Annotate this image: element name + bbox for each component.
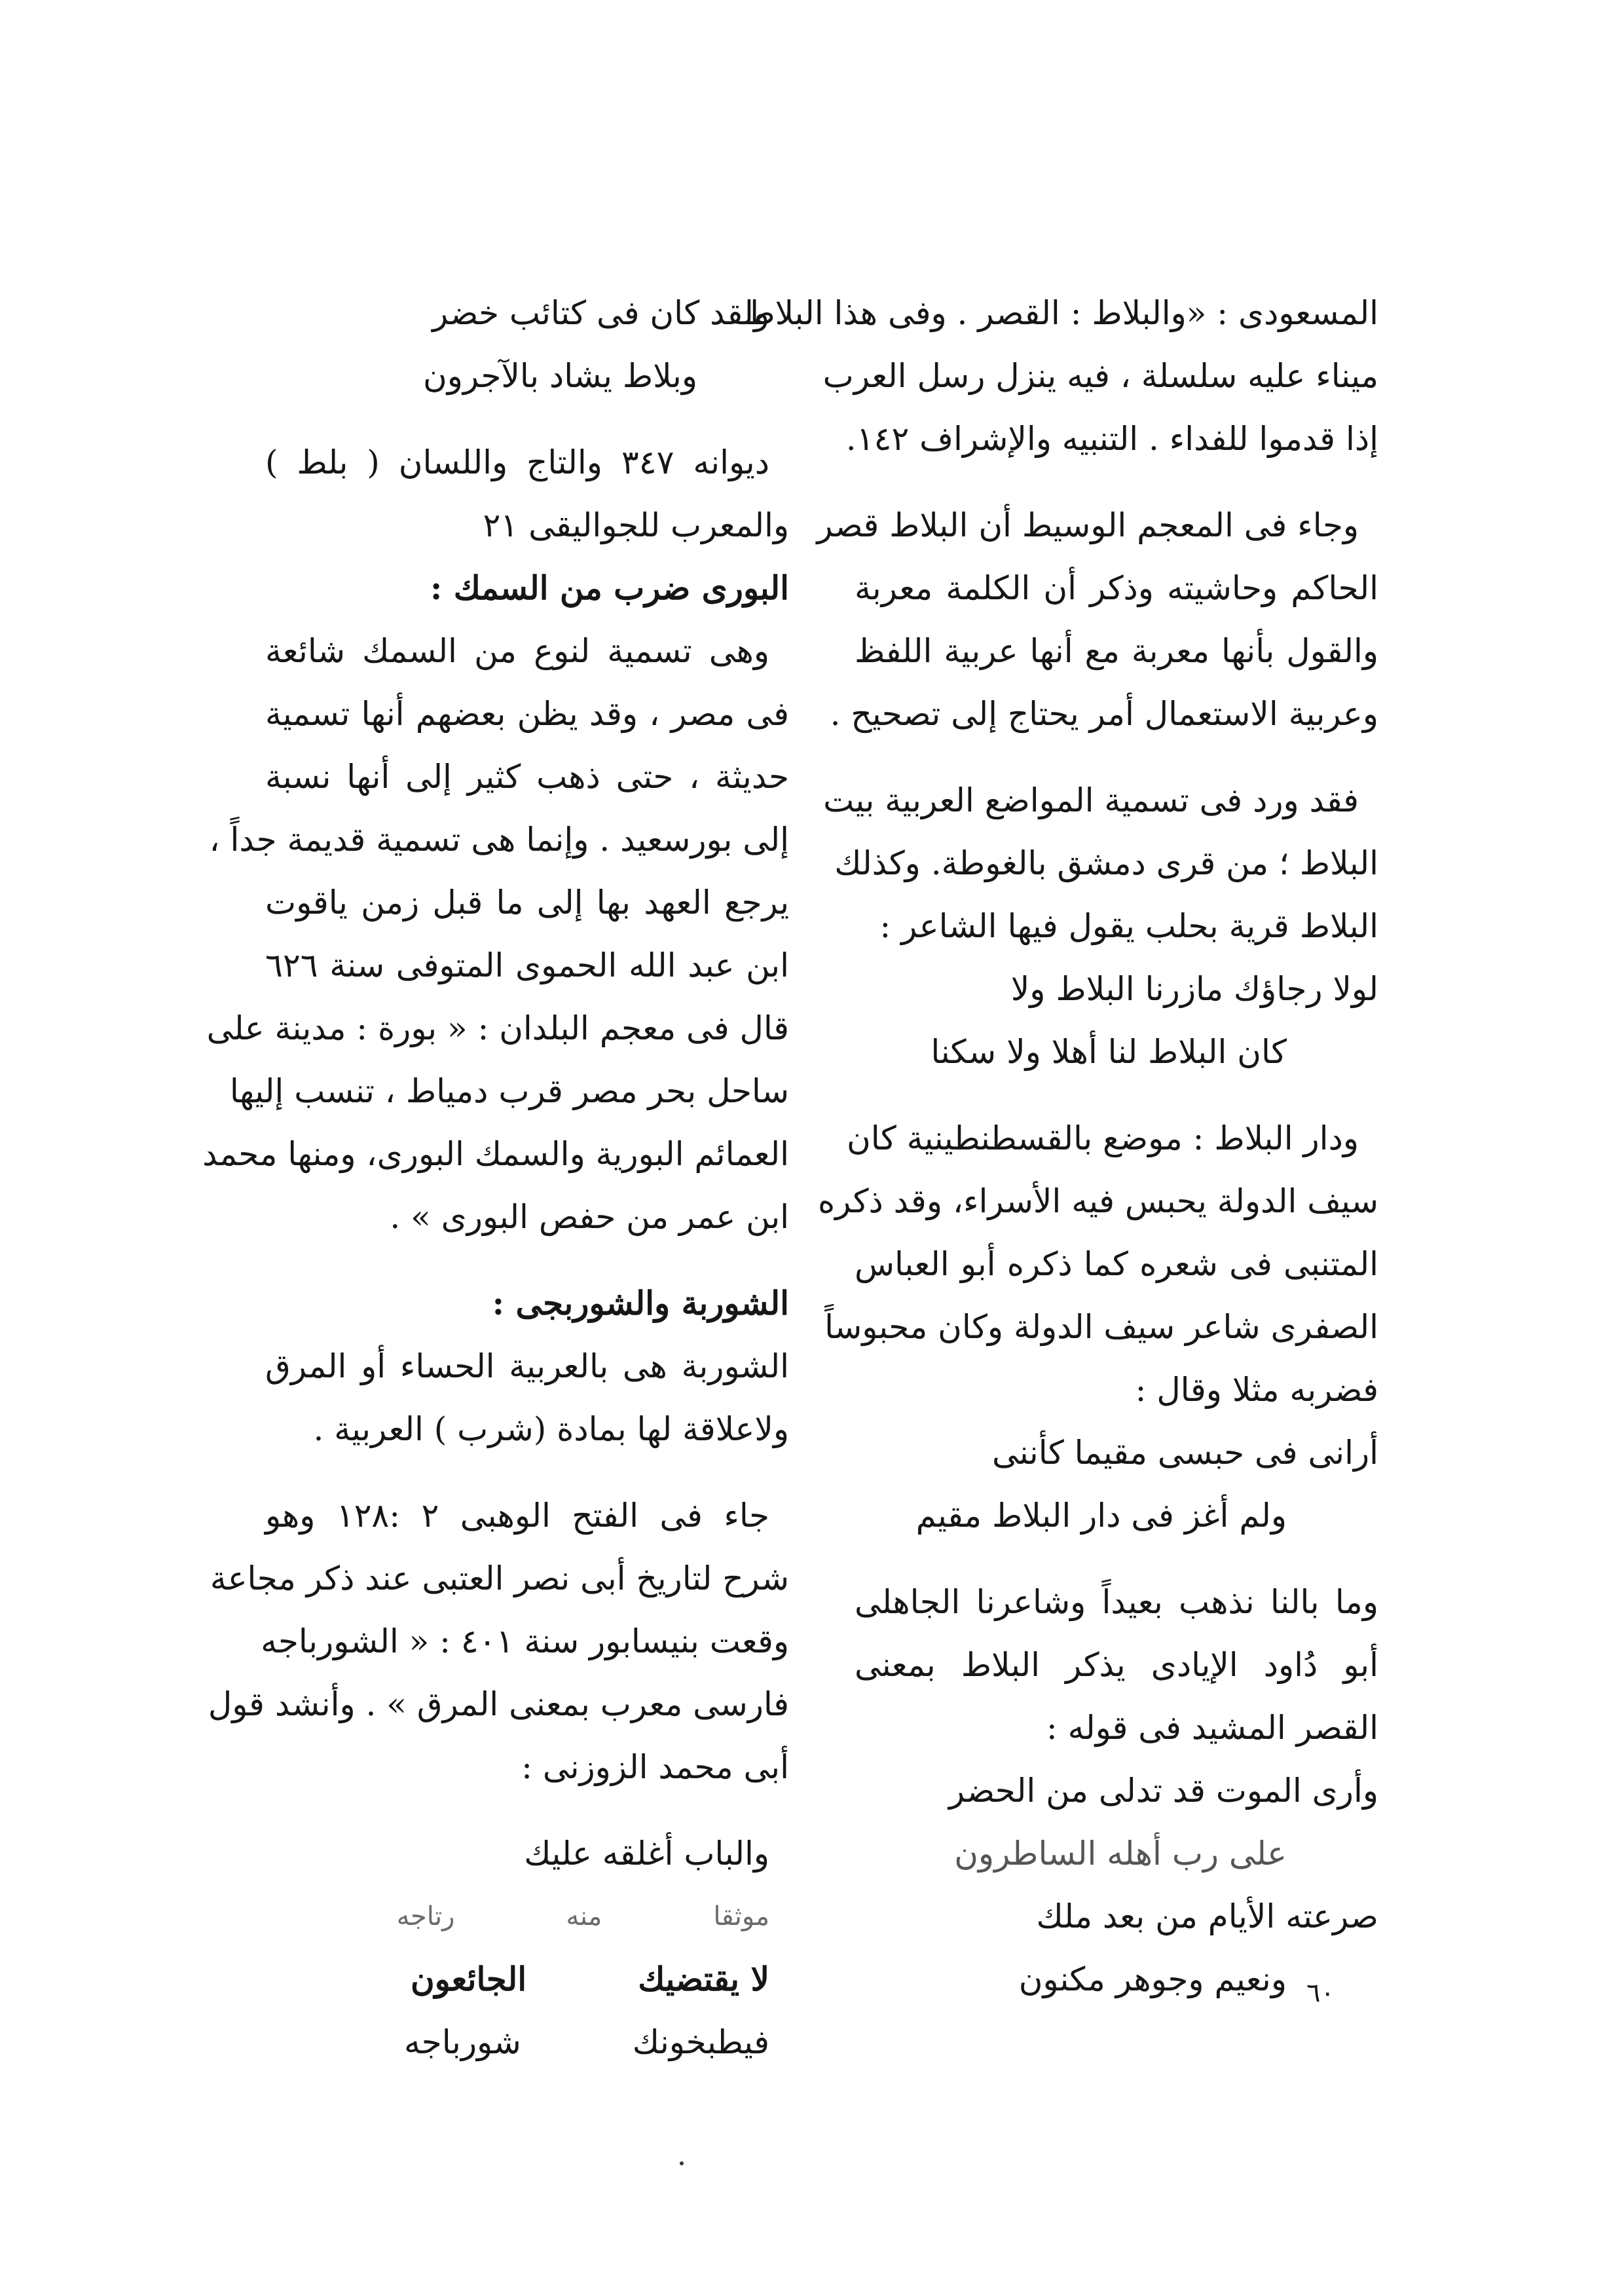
text-line: وجاء فى المعجم الوسيط أن البلاط قصر bbox=[817, 506, 1359, 544]
text-line: المسعودى : «والبلاط : القصر . وفى هذا البلاط bbox=[745, 294, 1378, 332]
verse-word: لا يقتضيك bbox=[638, 1960, 769, 1998]
verse-line: صرعته الأيام من بعد ملك bbox=[1036, 1897, 1378, 1935]
left-column bbox=[202, 282, 789, 2074]
text-line: الشوربة هى بالعربية الحساء أو المرق bbox=[265, 1347, 789, 1385]
section-heading: البورى ضرب من السمك : bbox=[430, 569, 789, 607]
verse-line: ونعيم وجوهر مكنون bbox=[1018, 1960, 1287, 1998]
text-line: وعربية الاستعمال أمر يحتاج إلى تصحيح . bbox=[830, 695, 1378, 733]
verse-line: ولقد كان فى كتائب خضر bbox=[432, 294, 769, 332]
text-line: البلاط ؛ من قرى دمشق بالغوطة. وكذلك bbox=[834, 844, 1378, 882]
text-line: ولاعلاقة لها بمادة (شرب ) العربية . bbox=[313, 1410, 789, 1448]
text-line: سيف الدولة يحبس فيه الأسراء، وقد ذكره bbox=[817, 1182, 1378, 1220]
text-line: فارسى معرب بمعنى المرق » . وأنشد قول bbox=[208, 1685, 789, 1723]
text-line: ساحل بحر مصر قرب دمياط ، تنسب إليها bbox=[229, 1072, 789, 1110]
text-line: وقعت بنيسابور سنة ٤٠١ : « الشورباجه bbox=[261, 1622, 789, 1660]
text-line: ودار البلاط : موضع بالقسطنطينية كان bbox=[847, 1119, 1359, 1157]
verse-line: وأرى الموت قد تدلى من الحضر bbox=[948, 1772, 1378, 1810]
verse-line: لولا رجاؤك مازرنا البلاط ولا bbox=[1010, 970, 1378, 1008]
text-line: القصر المشيد فى قوله : bbox=[1046, 1709, 1378, 1747]
text-line: الحاكم وحاشيته وذكر أن الكلمة معربة bbox=[855, 569, 1378, 607]
verse-pair bbox=[265, 1885, 789, 1948]
scan-speck bbox=[680, 2161, 684, 2165]
text-line: شرح لتاريخ أبى نصر العتبى عند ذكر مجاعة bbox=[210, 1559, 789, 1597]
verse-line: وبلاط يشاد بالآجرون bbox=[423, 357, 697, 395]
text-line: أبو دُاود الإيادى يذكر البلاط بمعنى bbox=[855, 1646, 1378, 1684]
reference-line: ديوانه ٣٤٧ والتاج واللسان ( بلط ) bbox=[265, 443, 769, 481]
verse-line: والباب أغلقه عليك bbox=[524, 1835, 769, 1873]
text-line: أبى محمد الزوزنى : bbox=[521, 1748, 789, 1786]
text-line: فضربه مثلا وقال : bbox=[1135, 1371, 1378, 1409]
text-line: إلى بورسعيد . وإنما هى تسمية قديمة جداً ، bbox=[209, 821, 789, 859]
verse-word: فيطبخونك bbox=[632, 2023, 769, 2061]
text-line: فى مصر ، وقد يظن بعضهم أنها تسمية bbox=[265, 695, 789, 733]
text-line: إذا قدموا للفداء . التنبيه والإشراف ١٤٢. bbox=[845, 420, 1378, 458]
verse-word: موثقا bbox=[713, 1901, 769, 1931]
verse-pair bbox=[265, 1948, 789, 2011]
verse-pair bbox=[265, 2011, 789, 2074]
text-line: حديثة ، حتى ذهب كثير إلى أنها نسبة bbox=[265, 758, 789, 796]
text-line: البلاط قرية بحلب يقول فيها الشاعر : bbox=[879, 907, 1378, 945]
reference-line: والمعرب للجواليقى ٢١ bbox=[483, 506, 789, 544]
verse-word: رتاجه bbox=[396, 1901, 455, 1931]
text-line: الصفرى شاعر سيف الدولة وكان محبوساً bbox=[824, 1308, 1378, 1346]
text-line: العمائم البورية والسمك البورى، ومنها محمد bbox=[202, 1135, 789, 1173]
right-column bbox=[745, 282, 1378, 2011]
verse-line: ولم أغز فى دار البلاط مقيم bbox=[915, 1497, 1287, 1535]
verse-line: أرانى فى حبسى مقيما كأننى bbox=[992, 1434, 1378, 1472]
text-line: قال فى معجم البلدان : « بورة : مدينة على bbox=[206, 1009, 789, 1047]
text-line: ابن عبد الله الحموى المتوفى سنة ٦٢٦ bbox=[265, 946, 789, 984]
text-line: وما بالنا نذهب بعيداً وشاعرنا الجاهلى bbox=[855, 1583, 1378, 1621]
text-line: ابن عمر من حفص البورى » . bbox=[390, 1198, 789, 1236]
text-line: ميناء عليه سلسلة ، فيه ينزل رسل العرب bbox=[822, 357, 1378, 395]
text-line: والقول بأنها معربة مع أنها عربية اللفظ bbox=[855, 632, 1378, 670]
page-number: ٦٠ bbox=[1306, 1978, 1335, 2008]
verse-word: الجائعون bbox=[410, 1960, 527, 1998]
text-line: فقد ورد فى تسمية المواضع العربية بيت bbox=[823, 781, 1359, 819]
verse-word: منه bbox=[566, 1901, 602, 1931]
text-line: وهى تسمية لنوع من السمك شائعة bbox=[265, 632, 769, 670]
verse-line: على رب أهله الساطرون bbox=[954, 1835, 1287, 1873]
verse-line: كان البلاط لنا أهلا ولا سكنا bbox=[931, 1033, 1287, 1071]
verse-word: شورباجه bbox=[403, 2023, 521, 2061]
text-line: يرجع العهد بها إلى ما قبل زمن ياقوت bbox=[265, 884, 789, 922]
text-line: المتنبى فى شعره كما ذكره أبو العباس bbox=[855, 1245, 1378, 1283]
text-line: جاء فى الفتح الوهبى ٢ :١٢٨ وهو bbox=[265, 1497, 769, 1535]
section-heading: الشوربة والشوربجى : bbox=[492, 1284, 789, 1322]
